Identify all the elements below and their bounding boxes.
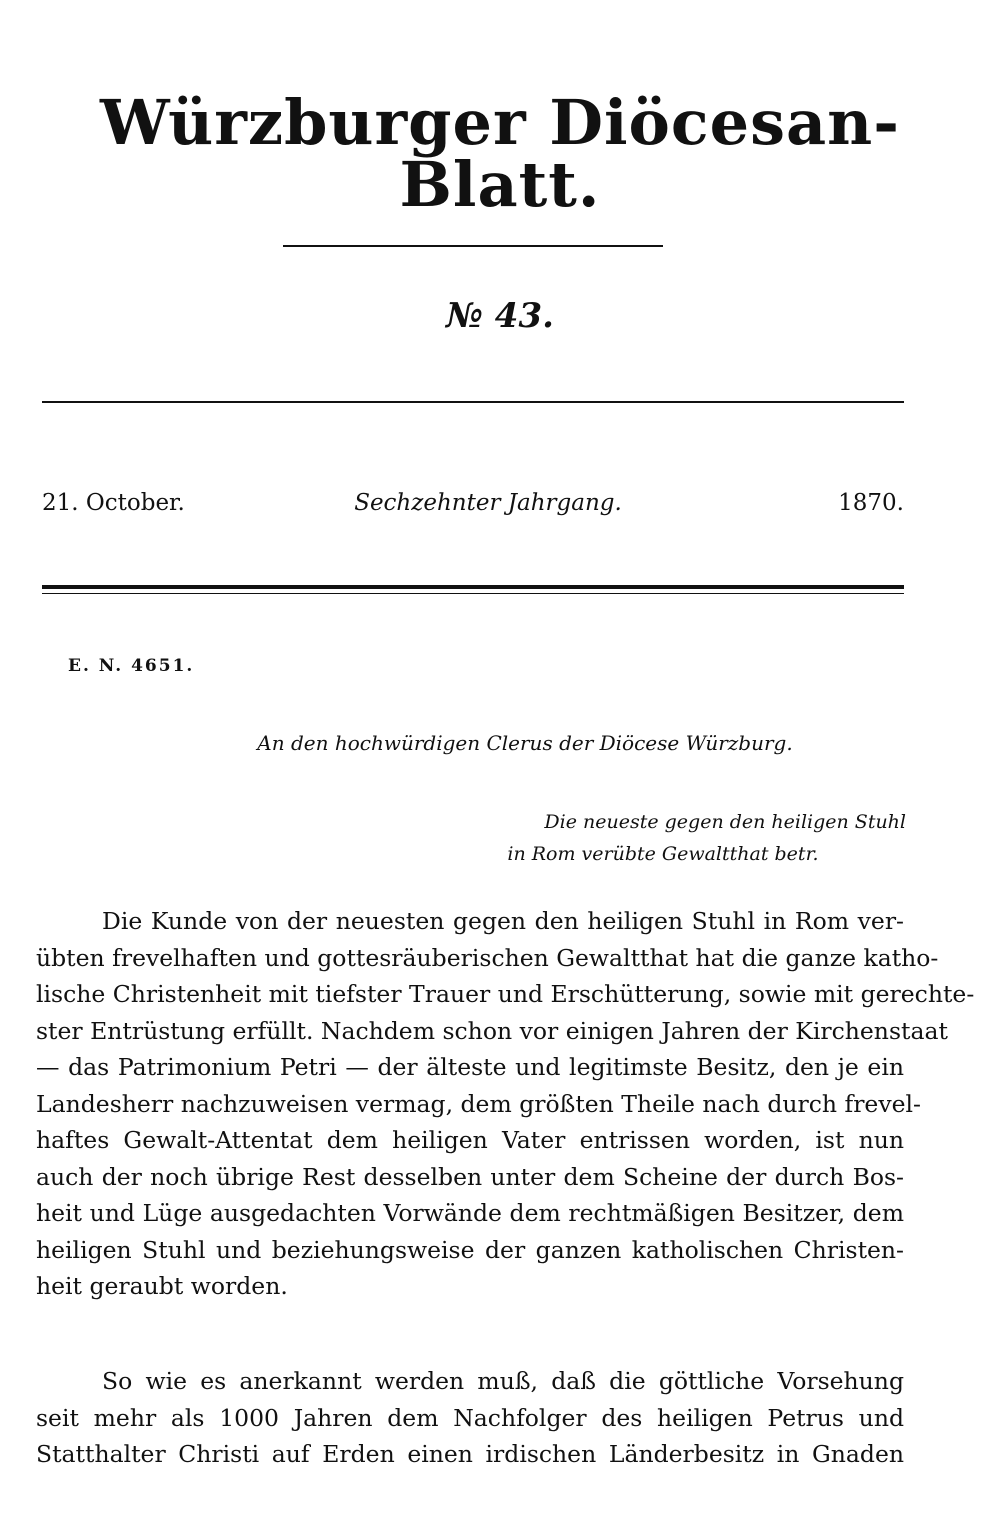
subject-line: in Rom verübte Gewaltthat betr.	[507, 843, 819, 865]
masthead-title: Würzburger Diöcesan-Blatt.	[100, 86, 900, 221]
subject-block	[420, 806, 906, 870]
text-line: seit mehr als 1000 Jahren dem Nachfolger des heiligen Petrus und	[36, 1403, 904, 1432]
dateline-rule-thick	[42, 585, 904, 589]
subject-line: Die neueste gegen den heiligen Stuhl	[544, 811, 906, 833]
paragraph-2	[36, 1363, 904, 1473]
issue-date: 21. October.	[42, 490, 185, 516]
text-line: übten frevelhaften und gottesräuberischen Gewaltthat hat die ganze katho-	[36, 943, 939, 972]
text-line: haftes Gewalt-Attentat dem heiligen Vater entrissen worden, ist nun	[36, 1126, 904, 1154]
issue-number: № 43.	[446, 296, 554, 336]
address-heading: An den hochwürdigen Clerus der Diöcese Würzburg.	[257, 731, 793, 755]
issue-year: 1870.	[838, 490, 904, 516]
text-line: — das Patrimonium Petri — der älteste und legitimste Besitz, den je ein	[36, 1053, 904, 1081]
text-line: Statthalter Christi auf Erden einen irdischen Länderbesitz in Gnaden	[36, 1440, 904, 1468]
dateline-rule-thin	[42, 593, 904, 594]
header-rule	[42, 401, 904, 403]
paragraph-1	[36, 903, 975, 1305]
text-line: heiligen Stuhl und beziehungsweise der ganzen katholischen Christen-	[36, 1235, 904, 1264]
masthead-rule	[283, 245, 663, 247]
text-line: ster Entrüstung erfüllt. Nachdem schon vor einigen Jahren der Kirchenstaat	[36, 1016, 948, 1045]
text-line: Die Kunde von der neuesten gegen den heiligen Stuhl in Rom ver-	[102, 907, 904, 935]
volume-label: Sechzehnter Jahrgang.	[354, 490, 622, 516]
text-line: lische Christenheit mit tiefster Trauer und Erschütterung, sowie mit gerechte-	[36, 980, 975, 1008]
text-line: heit und Lüge ausgedachten Vorwände dem rechtmäßigen Besitzer, dem	[36, 1199, 904, 1227]
reference-number: E. N. 4651.	[68, 656, 195, 676]
dateline	[42, 490, 904, 524]
text-line: heit geraubt worden.	[36, 1272, 288, 1300]
text-line: auch der noch übrige Rest desselben unter dem Scheine der durch Bos-	[36, 1162, 904, 1191]
text-line: Landesherr nachzuweisen vermag, dem größten Theile nach durch frevel-	[36, 1089, 921, 1118]
text-line: So wie es anerkannt werden muß, daß die göttliche Vorsehung	[102, 1367, 904, 1395]
